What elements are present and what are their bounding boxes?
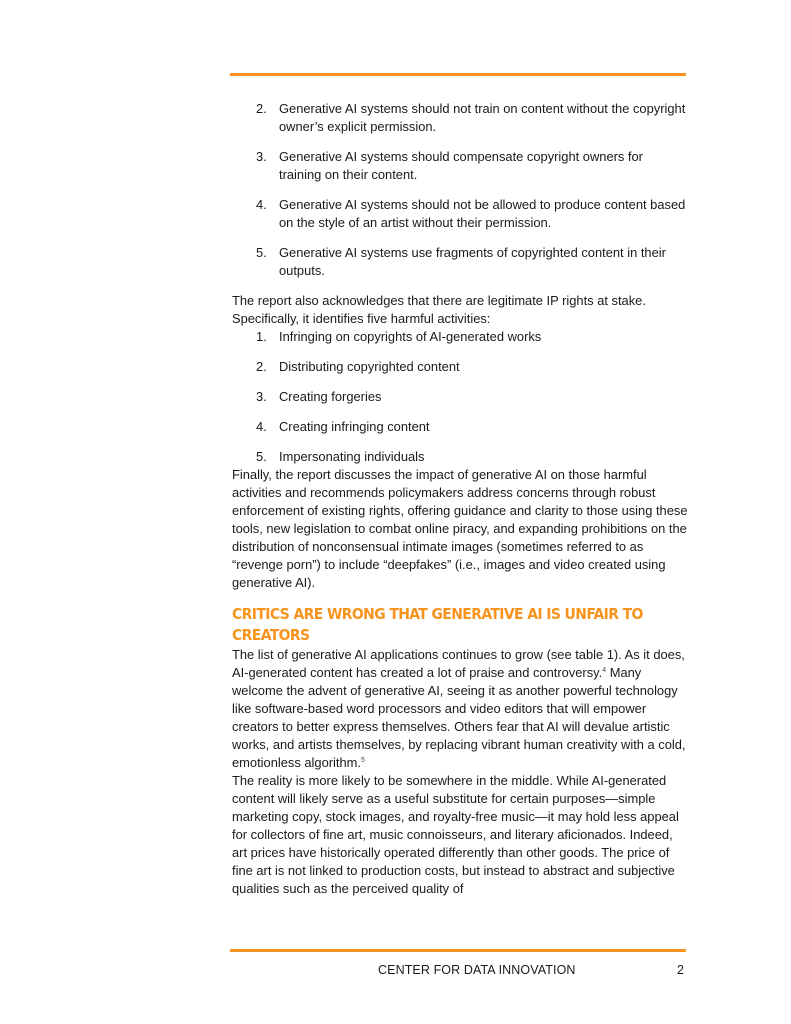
principles-list xyxy=(232,100,688,280)
list-item xyxy=(232,244,688,280)
header-rule xyxy=(230,73,686,76)
paragraph-applications xyxy=(232,646,688,772)
list-item xyxy=(232,448,688,466)
list-item xyxy=(232,148,688,184)
list-item-text: Generative AI systems should not be allowed to produce content based on the style of an artist without their permission. xyxy=(279,197,686,230)
footer-rule xyxy=(230,949,686,952)
list-item-number: 4. xyxy=(256,197,267,212)
page-body xyxy=(232,100,688,898)
paragraph-text: The list of generative AI applications continues to grow (see table 1). As it does, AI-generated content has created a lot of praise and controversy. xyxy=(232,647,685,680)
paragraph-text: Many welcome the advent of generative AI, seeing it as another powerful technology like software-based word processors and video editors that will empower creators to better express themselves. Others fear that AI will devalue artistic works, and artists themselves, by replacing vibrant human creativity with a cold, emotionless algorithm. xyxy=(232,665,686,770)
list-item xyxy=(232,196,688,232)
section-heading: CRITICS ARE WRONG THAT GENERATIVE AI IS UNFAIR TO CREATORS xyxy=(232,605,643,644)
footer-organization: CENTER FOR DATA INNOVATION xyxy=(378,963,576,977)
paragraph-reality: The reality is more likely to be somewhere in the middle. While AI-generated content will likely serve as a useful substitute for certain purposes—simple marketing copy, stock images, and royalty-free music—it may hold less appeal for collectors of fine art, music connoisseurs, and literary aficionados. Indeed, art prices have historically operated differently than other goods. The price of fine art is not linked to production costs, but instead to abstract and subjective qualities such as the perceived quality of xyxy=(232,773,679,896)
paragraph-finally: Finally, the report discusses the impact of generative AI on those harmful activities and recommends policymakers address concerns through robust enforcement of existing rights, offering guidance and clarity to those using these tools, new legislation to combat online piracy, and expanding prohibitions on the distribution of nonconsensual intimate images (sometimes referred to as “revenge porn”) to include “deepfakes” (i.e., images and video created using generative AI). xyxy=(232,467,688,590)
list-item-number: 3. xyxy=(256,149,267,164)
list-item-text: Creating forgeries xyxy=(279,389,382,404)
page-number: 2 xyxy=(677,963,684,977)
list-item-text: Generative AI systems use fragments of copyrighted content in their outputs. xyxy=(279,245,666,278)
list-item xyxy=(232,388,688,406)
list-item-number: 5. xyxy=(256,449,267,464)
list-item xyxy=(232,100,688,136)
list-item-number: 2. xyxy=(256,359,267,374)
list-item-text: Generative AI systems should compensate copyright owners for training on their content. xyxy=(279,149,643,182)
list-item-number: 3. xyxy=(256,389,267,404)
list-item xyxy=(232,358,688,376)
list-item-number: 2. xyxy=(256,101,267,116)
list-item-number: 1. xyxy=(256,329,267,344)
footnote-ref[interactable]: 4 xyxy=(602,667,607,674)
list-item-text: Creating infringing content xyxy=(279,419,430,434)
list-item-text: Infringing on copyrights of AI-generated works xyxy=(279,329,542,344)
list-item xyxy=(232,328,688,346)
footnote-ref[interactable]: 5 xyxy=(360,757,365,764)
harmful-activities-list xyxy=(232,328,688,466)
list-item-text: Impersonating individuals xyxy=(279,449,425,464)
paragraph-report: The report also acknowledges that there are legitimate IP rights at stake. Specifically, it identifies five harmful activities: xyxy=(232,293,646,326)
list-item-number: 5. xyxy=(256,245,267,260)
list-item xyxy=(232,418,688,436)
list-item-text: Generative AI systems should not train on content without the copyright owner’s explicit permission. xyxy=(279,101,686,134)
list-item-text: Distributing copyrighted content xyxy=(279,359,460,374)
list-item-number: 4. xyxy=(256,419,267,434)
